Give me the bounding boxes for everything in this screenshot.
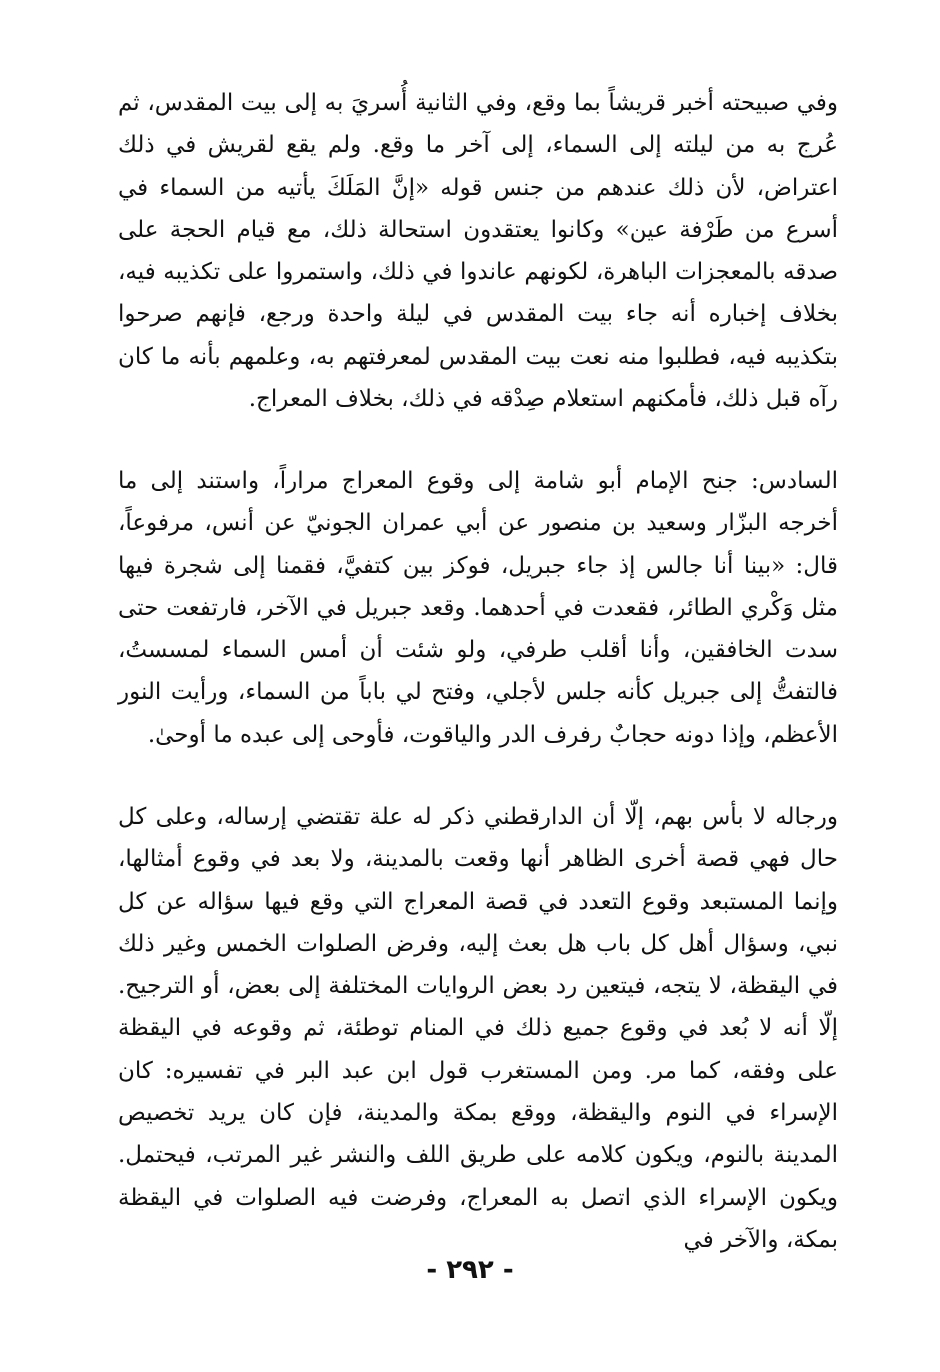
paragraph-2 xyxy=(118,460,838,756)
paragraph-text: وفي صبيحته أخبر قريشاً بما وقع، وفي الثانية أُسريَ به إلى بيت المقدس، ثم عُرج به من ليلته إلى السماء، إلى آخر ما وقع. ولم يقع لقريش في ذلك اعتراض، لأن ذلك عندهم من جنس قوله «إنَّ المَلَكَ يأتيه من السماء في أسرع من طَرْفة عين» وكانوا يعتقدون استحالة ذلك، مع قيام الحجة على صدقه بالمعجزات الباهرة، لكونهم عاندوا في ذلك، واستمروا على تكذيبه فيه، بخلاف إخباره أنه جاء بيت المقدس في ليلة واحدة ورجع، فإنهم صرحوا بتكذيبه فيه، فطلبوا منه نعت بيت المقدس لمعرفتهم به، وعلمهم بأنه ما كان رآه قبل ذلك، فأمكنهم استعلام صِدْقه في ذلك، بخلاف المعراج. xyxy=(118,90,838,413)
paragraph-3 xyxy=(118,796,838,1261)
paragraph-1 xyxy=(118,82,838,420)
paragraph-text: السادس: جنح الإمام أبو شامة إلى وقوع المعراج مراراً، واستند إلى ما أخرجه البزّار وسعيد بن منصور عن أبي عمران الجونيّ عن أنس، مرفوعاً، قال: «بينا أنا جالس إذ جاء جبريل، فوكز بين كتفيَّ، فقمنا إلى شجرة فيها مثل وَكْري الطائر، فقعدت في أحدهما. وقعد جبريل في الآخر، فارتفعت حتى سدت الخافقين، وأنا أقلب طرفي، ولو شئت أن أمس السماء لمسستُ، فالتفتُّ إلى جبريل كأنه جلس لأجلي، وفتح لي باباً من السماء، ورأيت النور الأعظم، وإذا دونه حجابٌ رفرف الدر والياقوت، فأوحى إلى عبده ما أوحىٰ. xyxy=(118,468,838,748)
page-number: - ٢٩٢ - xyxy=(426,1255,514,1285)
paragraph-text: ورجاله لا بأس بهم، إلّا أن الدارقطني ذكر له علة تقتضي إرساله، وعلى كل حال فهي قصة أخرى الظاهر أنها وقعت بالمدينة، ولا بعد في وقوع أمثالها، وإنما المستبعد وقوع التعدد في قصة المعراج التي وقع فيها سؤاله عن كل نبي، وسؤال أهل كل باب هل بعث إليه، وفرض الصلوات الخمس وغير ذلك في اليقظة، لا يتجه، فيتعين رد بعض الروايات المختلفة إلى بعض، أو الترجيح. إلّا أنه لا بُعد في وقوع جميع ذلك في المنام توطئة، ثم وقوعه في اليقظة على وفقه، كما مر. ومن المستغرب قول ابن عبد البر في تفسيره: كان الإسراء في النوم واليقظة، ووقع بمكة والمدينة، فإن كان يريد تخصيص المدينة بالنوم، ويكون كلامه على طريق اللف والنشر غير المرتب، فيحتمل. ويكون الإسراء الذي اتصل به المعراج، وفرضت فيه الصلوات في اليقظة بمكة، والآخر في xyxy=(118,804,838,1253)
